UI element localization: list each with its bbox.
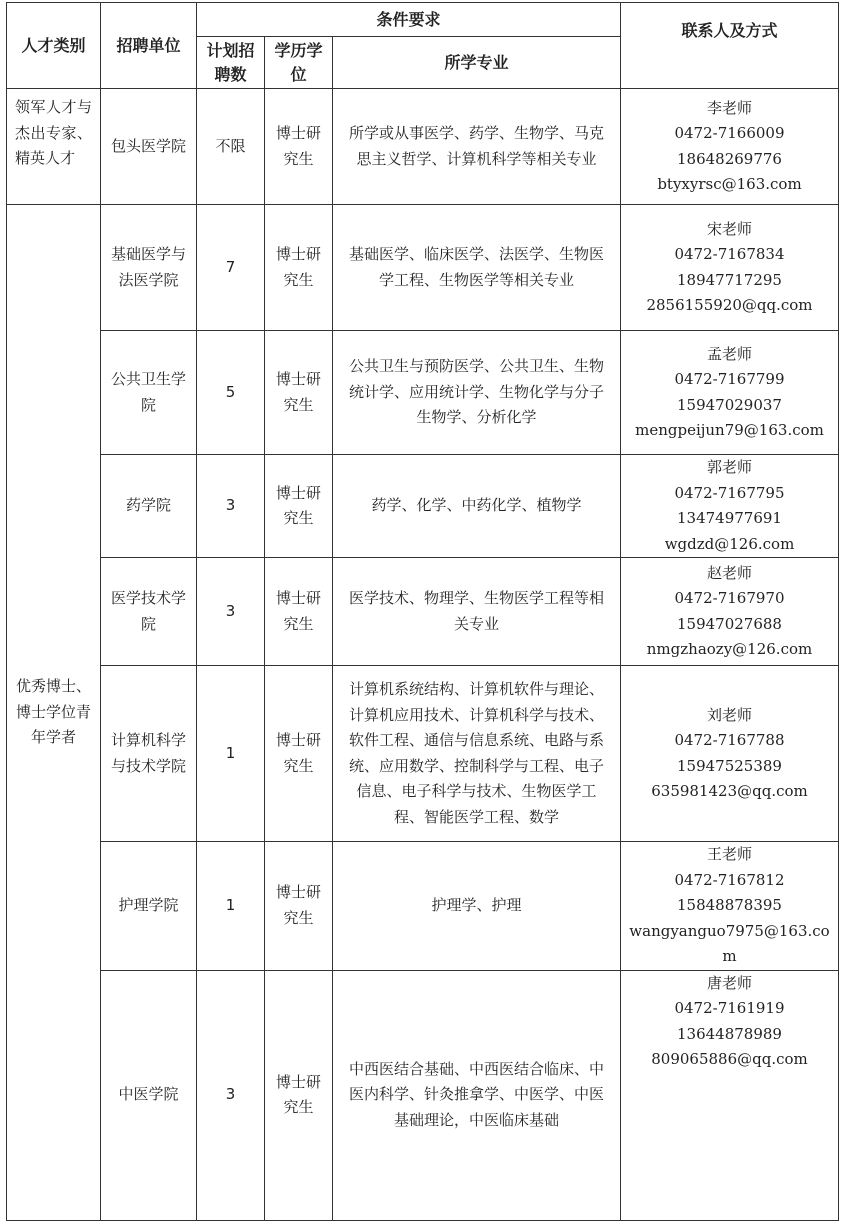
count-cell: 3: [197, 558, 265, 666]
major-cell: 护理学、护理: [333, 842, 621, 971]
header-major: 所学专业: [333, 37, 621, 89]
degree-cell: 博士研究生: [265, 455, 333, 558]
count-cell: 1: [197, 842, 265, 971]
contact-cell: [621, 331, 839, 455]
degree-cell: 博士研究生: [265, 970, 333, 1220]
unit-cell: 医学技术学院: [101, 558, 197, 666]
contact-email: 809065886@qq.com: [651, 1050, 808, 1068]
header-unit: 招聘单位: [101, 3, 197, 89]
contact-phone: 0472-7167970: [674, 589, 785, 607]
table-row: [7, 970, 839, 1220]
unit-cell: 中医学院: [101, 970, 197, 1220]
contact-name: 郭老师: [706, 458, 752, 476]
major-cell: 医学技术、物理学、生物医学工程等相关专业: [333, 558, 621, 666]
contact-cell: [621, 970, 839, 1220]
contact-name: 王老师: [706, 845, 752, 863]
header-requirements: 条件要求: [197, 3, 621, 37]
contact-email: wgdzd@126.com: [664, 534, 795, 553]
degree-cell: 博士研究生: [265, 205, 333, 331]
category-cell: 领军人才与杰出专家、精英人才: [7, 89, 101, 205]
table-row: [7, 89, 839, 205]
major-cell: 药学、化学、中药化学、植物学: [333, 455, 621, 558]
degree-cell: 博士研究生: [265, 89, 333, 205]
contact-phone: 0472-7167812: [674, 870, 785, 889]
unit-cell: 计算机科学与技术学院: [101, 666, 197, 842]
contact-mobile: 18947717295: [677, 270, 782, 289]
header-contact: 联系人及方式: [621, 3, 839, 89]
contact-cell: [621, 558, 839, 666]
count-cell: 1: [197, 666, 265, 842]
major-cell: 公共卫生与预防医学、公共卫生、生物统计学、应用统计学、生物化学与分子生物学、分析化学: [333, 331, 621, 455]
contact-email: wangyanguo7975@163.com: [629, 921, 830, 965]
contact-phone: 0472-7161919: [674, 999, 785, 1017]
degree-cell: 博士研究生: [265, 666, 333, 842]
contact-email: mengpeijun79@163.com: [635, 421, 824, 439]
contact-email: btyxyrsc@163.com: [657, 175, 802, 193]
count-cell: 3: [197, 970, 265, 1220]
contact-name: 赵老师: [706, 563, 752, 582]
category-cell: 优秀博士、博士学位青年学者: [7, 205, 101, 1221]
count-cell: 3: [197, 455, 265, 558]
major-cell: 所学或从事医学、药学、生物学、马克思主义哲学、计算机科学等相关专业: [333, 89, 621, 205]
table-row: [7, 666, 839, 842]
contact-mobile: 15947029037: [677, 395, 782, 414]
contact-cell: [621, 89, 839, 205]
contact-phone: 0472-7167834: [674, 245, 785, 263]
contact-mobile: 15947525389: [677, 756, 782, 775]
contact-mobile: 15848878395: [677, 896, 782, 914]
table-row: [7, 455, 839, 558]
contact-name: 唐老师: [706, 973, 752, 992]
unit-cell: 包头医学院: [101, 89, 197, 205]
table-row: [7, 331, 839, 455]
contact-email: 2856155920@qq.com: [646, 296, 813, 314]
contact-phone: 0472-7166009: [674, 124, 785, 142]
header-degree: 学历学位: [265, 37, 333, 89]
contact-cell: [621, 666, 839, 842]
major-cell: 中西医结合基础、中西医结合临床、中医内科学、针灸推拿学、中医学、中医基础理论，中医临床基础: [333, 970, 621, 1220]
contact-phone: 0472-7167795: [674, 483, 785, 502]
count-cell: 不限: [197, 89, 265, 205]
contact-mobile: 18648269776: [677, 149, 782, 168]
contact-name: 孟老师: [706, 344, 752, 363]
contact-email: 635981423@qq.com: [651, 782, 808, 800]
contact-mobile: 15947027688: [677, 614, 782, 633]
count-cell: 5: [197, 331, 265, 455]
unit-cell: 公共卫生学院: [101, 331, 197, 455]
unit-cell: 药学院: [101, 455, 197, 558]
recruitment-table: [6, 2, 839, 1221]
table-row: [7, 558, 839, 666]
unit-cell: 基础医学与法医学院: [101, 205, 197, 331]
degree-cell: 博士研究生: [265, 842, 333, 971]
contact-name: 宋老师: [706, 219, 752, 238]
contact-cell: [621, 842, 839, 971]
table-row: [7, 205, 839, 331]
contact-cell: [621, 205, 839, 331]
contact-mobile: 13644878989: [677, 1024, 782, 1043]
contact-phone: 0472-7167799: [674, 370, 785, 388]
header-plan-count: 计划招聘数: [197, 37, 265, 89]
contact-cell: [621, 455, 839, 558]
header-category: 人才类别: [7, 3, 101, 89]
major-cell: 计算机系统结构、计算机软件与理论、计算机应用技术、计算机科学与技术、软件工程、通信与信息系统、电路与系统、应用数学、控制科学与工程、电子信息、电子科学与技术、生物医学工程、智能医学工程、数学: [333, 666, 621, 842]
unit-cell: 护理学院: [101, 842, 197, 971]
contact-name: 李老师: [706, 98, 752, 117]
contact-email: nmgzhaozy@126.com: [646, 640, 813, 658]
major-cell: 基础医学、临床医学、法医学、生物医学工程、生物医学等相关专业: [333, 205, 621, 331]
table-row: [7, 842, 839, 971]
degree-cell: 博士研究生: [265, 331, 333, 455]
degree-cell: 博士研究生: [265, 558, 333, 666]
contact-mobile: 13474977691: [677, 509, 782, 527]
contact-phone: 0472-7167788: [674, 731, 785, 749]
count-cell: 7: [197, 205, 265, 331]
contact-name: 刘老师: [706, 705, 752, 724]
